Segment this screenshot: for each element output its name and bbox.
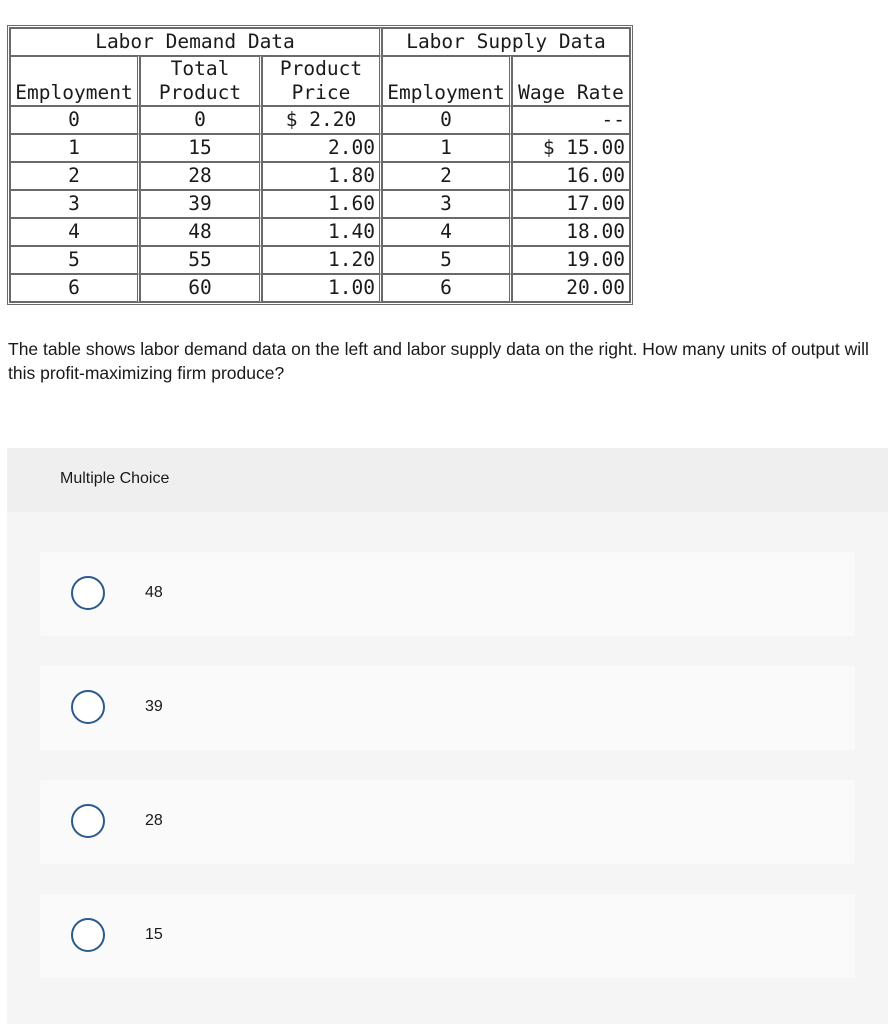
cell-supply-employment: 3 bbox=[382, 190, 512, 218]
answer-option[interactable] bbox=[40, 894, 855, 978]
cell-employment: 5 bbox=[10, 246, 140, 274]
answer-option[interactable] bbox=[40, 780, 855, 864]
labor-demand-header: Labor Demand Data bbox=[10, 28, 382, 56]
labor-supply-header: Labor Supply Data bbox=[382, 28, 630, 56]
answer-option-label: 39 bbox=[145, 698, 163, 715]
radio-button-icon[interactable] bbox=[71, 576, 105, 610]
column-header-wage-rate: Wage Rate bbox=[512, 81, 630, 106]
column-header-wage-rate-blank bbox=[512, 56, 630, 81]
cell-employment: 1 bbox=[10, 134, 140, 162]
column-header-row-2 bbox=[10, 81, 630, 106]
table-row bbox=[10, 162, 630, 190]
cell-product-price: 1.00 bbox=[262, 274, 382, 302]
cell-wage-rate: $ 15.00 bbox=[512, 134, 630, 162]
cell-product-price: 1.20 bbox=[262, 246, 382, 274]
column-header-total-product-line1: Total bbox=[140, 56, 262, 81]
cell-employment: 3 bbox=[10, 190, 140, 218]
column-header-product-price-line2: Price bbox=[262, 81, 382, 106]
cell-supply-employment: 1 bbox=[382, 134, 512, 162]
column-header-product-price-line1: Product bbox=[262, 56, 382, 81]
multiple-choice-header bbox=[7, 448, 888, 512]
cell-wage-rate: 20.00 bbox=[512, 274, 630, 302]
cell-total-product: 0 bbox=[140, 106, 262, 134]
table-row bbox=[10, 218, 630, 246]
cell-wage-rate: 16.00 bbox=[512, 162, 630, 190]
cell-total-product: 55 bbox=[140, 246, 262, 274]
cell-employment: 4 bbox=[10, 218, 140, 246]
multiple-choice-title: Multiple Choice bbox=[60, 470, 170, 487]
cell-wage-rate: 17.00 bbox=[512, 190, 630, 218]
cell-total-product: 39 bbox=[140, 190, 262, 218]
labor-data-table bbox=[7, 25, 633, 305]
cell-supply-employment: 2 bbox=[382, 162, 512, 190]
cell-product-price: 2.00 bbox=[262, 134, 382, 162]
cell-employment: 2 bbox=[10, 162, 140, 190]
answer-option-label: 28 bbox=[145, 812, 163, 829]
radio-button-icon[interactable] bbox=[71, 690, 105, 724]
cell-wage-rate: 18.00 bbox=[512, 218, 630, 246]
answer-option[interactable] bbox=[40, 666, 855, 750]
radio-button-icon[interactable] bbox=[71, 918, 105, 952]
cell-employment: 0 bbox=[10, 106, 140, 134]
column-header-employment-blank bbox=[10, 56, 140, 81]
answer-option-label: 48 bbox=[145, 584, 163, 601]
cell-employment: 6 bbox=[10, 274, 140, 302]
multiple-choice-panel bbox=[7, 448, 888, 1024]
column-header-supply-employment-blank bbox=[382, 56, 512, 81]
labor-data-table-container bbox=[7, 25, 633, 305]
table-row bbox=[10, 106, 630, 134]
cell-product-price: 1.40 bbox=[262, 218, 382, 246]
cell-product-price: $ 2.20 bbox=[262, 106, 382, 134]
cell-supply-employment: 6 bbox=[382, 274, 512, 302]
cell-total-product: 28 bbox=[140, 162, 262, 190]
answer-option-label: 15 bbox=[145, 926, 163, 943]
radio-button-icon[interactable] bbox=[71, 804, 105, 838]
cell-total-product: 60 bbox=[140, 274, 262, 302]
cell-wage-rate: 19.00 bbox=[512, 246, 630, 274]
cell-total-product: 15 bbox=[140, 134, 262, 162]
table-row bbox=[10, 274, 630, 302]
cell-supply-employment: 0 bbox=[382, 106, 512, 134]
cell-product-price: 1.80 bbox=[262, 162, 382, 190]
cell-supply-employment: 4 bbox=[382, 218, 512, 246]
question-text: The table shows labor demand data on the left and labor supply data on the right. How many units of output will this profit-maximizing firm produce? bbox=[8, 339, 869, 383]
cell-total-product: 48 bbox=[140, 218, 262, 246]
column-header-employment: Employment bbox=[10, 81, 140, 106]
column-header-total-product-line2: Product bbox=[140, 81, 262, 106]
column-header-supply-employment: Employment bbox=[382, 81, 512, 106]
table-row bbox=[10, 190, 630, 218]
column-header-row-1 bbox=[10, 56, 630, 81]
table-row bbox=[10, 134, 630, 162]
group-header-row bbox=[10, 28, 630, 56]
cell-product-price: 1.60 bbox=[262, 190, 382, 218]
cell-supply-employment: 5 bbox=[382, 246, 512, 274]
cell-wage-rate: -- bbox=[512, 106, 630, 134]
table-row bbox=[10, 246, 630, 274]
answer-option[interactable] bbox=[40, 552, 855, 636]
